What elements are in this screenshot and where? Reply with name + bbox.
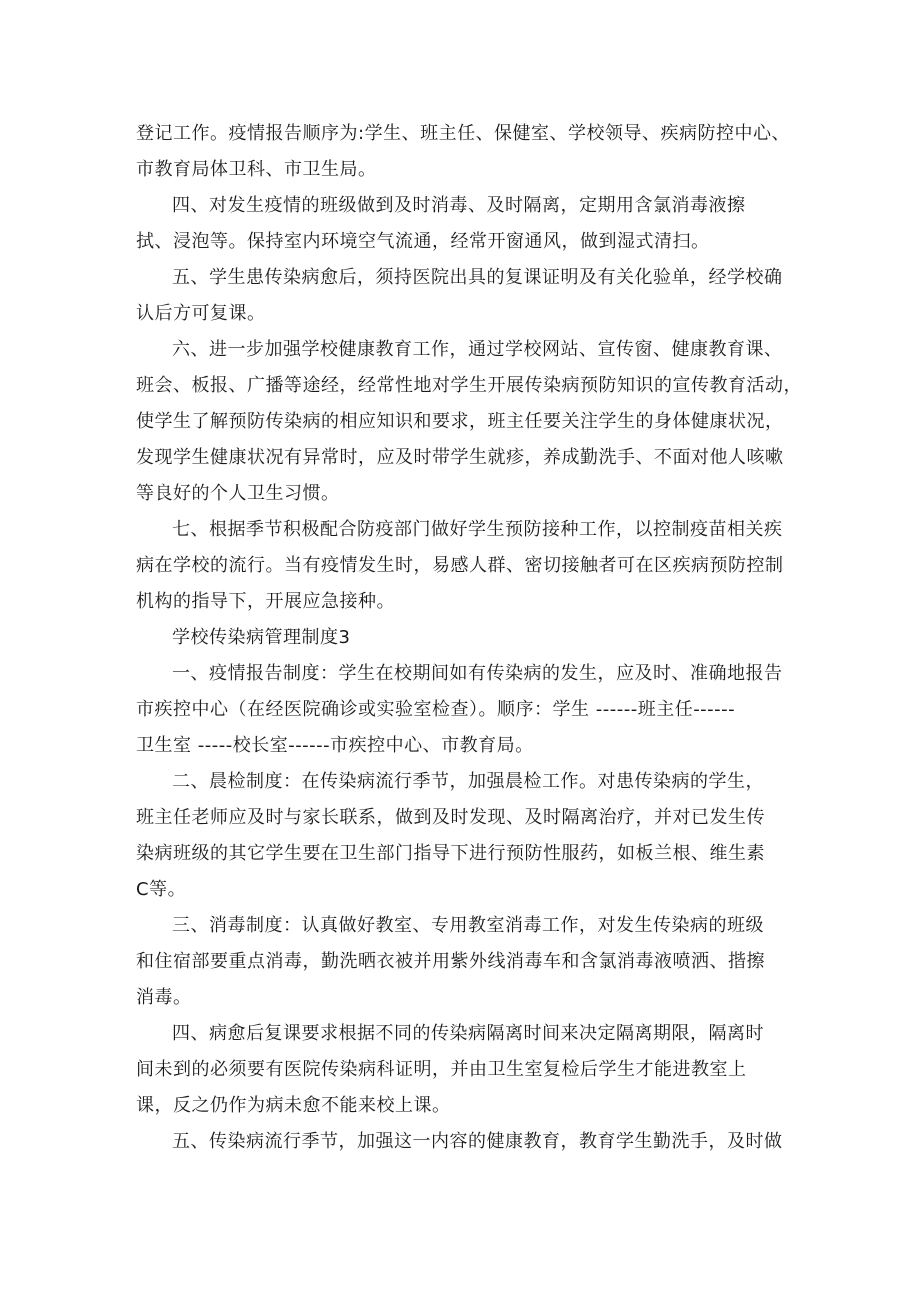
text-line: 五、学生患传染病愈后，须持医院出具的复课证明及有关化验单，经学校确 [172,267,783,288]
text-line: 一、疫情报告制度：学生在校期间如有传染病的发生，应及时、准确地报告 [172,663,783,684]
text-line: 班会、板报、广播等途经，经常性地对学生开展传染病预防知识的宣传教育活动， [136,375,802,396]
text-line: 染病班级的其它学生要在卫生部门指导下进行预防性服药，如板兰根、维生素 [136,843,765,864]
text-line: 间未到的必须要有医院传染病科证明，并由卫生室复检后学生才能进教室上 [136,1059,747,1080]
text-line: 认后方可复课。 [136,303,266,324]
text-line: 机构的指导下，开展应急接种。 [136,591,395,612]
text-line: 市疾控中心（在经医院确诊或实验室检查）。顺序：学生 ------班主任------ [136,699,736,720]
text-line: 消毒。 [136,987,192,1008]
text-line: 四、病愈后复课要求根据不同的传染病隔离时间来决定隔离期限，隔离时 [172,1023,764,1044]
text-line: 发现学生健康状况有异常时，应及时带学生就疹，养成勤洗手、不面对他人咳嗽 [136,447,784,468]
text-line: 七、根据季节积极配合防疫部门做好学生预防接种工作，以控制疫苗相关疾 [172,519,783,540]
section-title: 学校传染病管理制度3 [172,627,351,648]
text-line: 四、对发生疫情的班级做到及时消毒、及时隔离，定期用含氯消毒液擦 [172,195,746,216]
text-line: 等良好的个人卫生习惯。 [136,483,340,504]
text-line: 拭、浸泡等。保持室内环境空气流通，经常开窗通风，做到湿式清扫。 [136,231,710,252]
text-line: C等。 [136,879,187,900]
text-line: 卫生室 -----校长室------市疾控中心、市教育局。 [136,735,534,756]
text-line: 病在学校的流行。当有疫情发生时，易感人群、密切接触者可在区疾病预防控制 [136,555,784,576]
text-line: 五、传染病流行季节，加强这一内容的健康教育，教育学生勤洗手，及时做 [172,1131,783,1152]
text-line: 三、消毒制度：认真做好教室、专用教室消毒工作，对发生传染病的班级 [172,915,764,936]
text-line: 和住宿部要重点消毒，勤洗晒衣被并用紫外线消毒车和含氯消毒液喷洒、揩擦 [136,951,765,972]
text-line: 二、晨检制度：在传染病流行季节，加强晨检工作。对患传染病的学生， [172,771,764,792]
text-line: 登记工作。疫情报告顺序为:学生、班主任、保健室、学校领导、疾病防控中心、 [136,123,791,144]
text-line: 班主任老师应及时与家长联系，做到及时发现、及时隔离治疗，并对已发生传 [136,807,765,828]
text-line: 市教育局体卫科、市卫生局。 [136,159,377,180]
text-line: 六、进一步加强学校健康教育工作，通过学校网站、宣传窗、健康教育课、 [172,339,783,360]
text-line: 课，反之仍作为病未愈不能来校上课。 [136,1095,451,1116]
text-line: 使学生了解预防传染病的相应知识和要求，班主任要关注学生的身体健康状况， [136,411,784,432]
